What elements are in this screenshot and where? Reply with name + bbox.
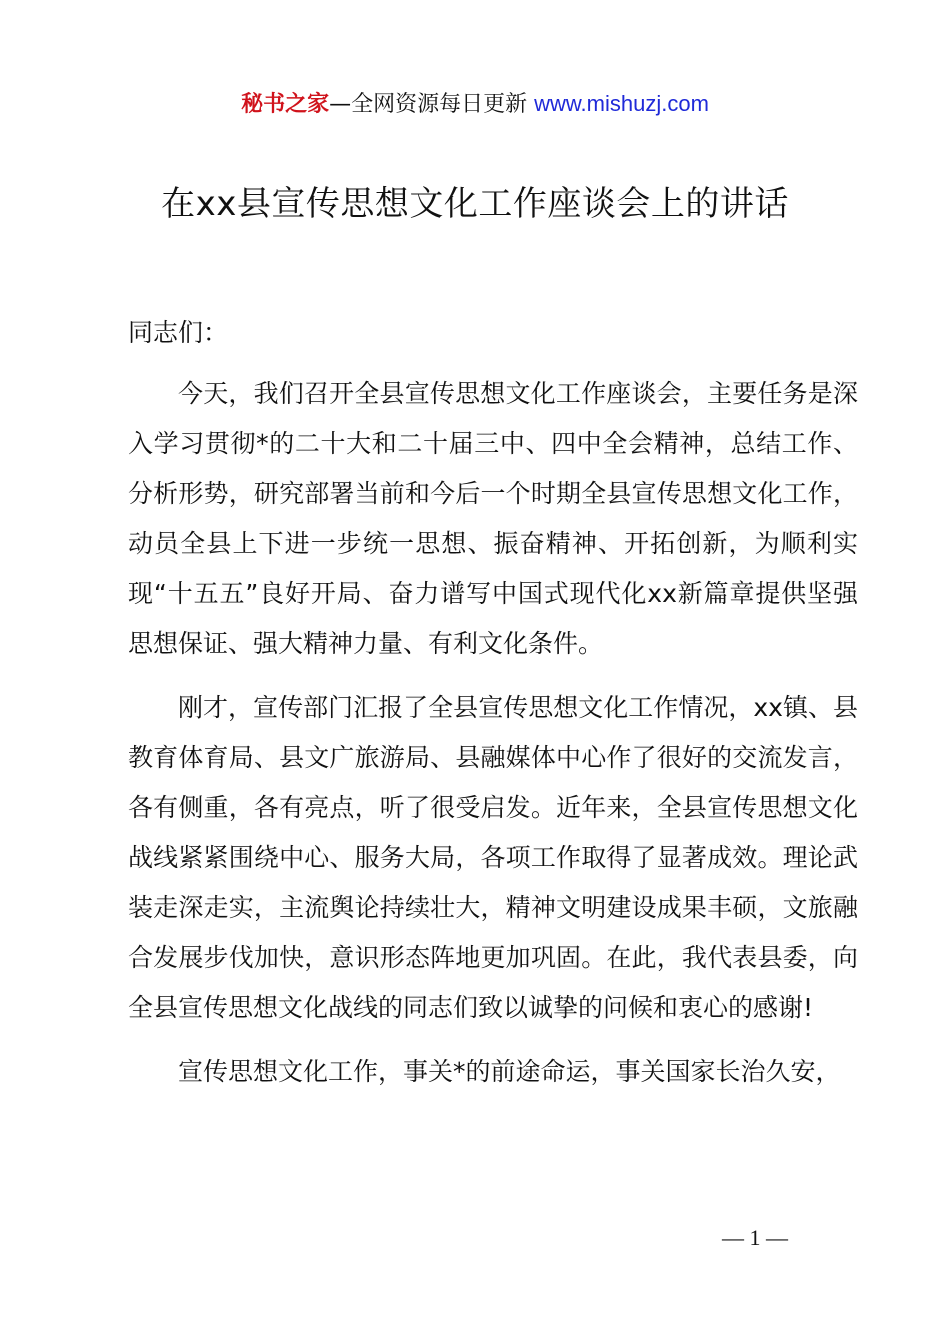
paragraph-2: 刚才，宣传部门汇报了全县宣传思想文化工作情况，xx镇、县教育体育局、县文广旅游局、县融媒体中心作了很好的交流发言，各有侧重，各有亮点，听了很受启发。近年来，全县宣传思想文化战线紧紧围绕中心、服务大局，各项工作取得了显著成效。理论武装走深走实，主流舆论持续壮大，精神文明建设成果丰硕，文旅融合发展步伐加快，意识形态阵地更加巩固。在此，我代表县委，向全县宣传思想文化战线的同志们致以诚挚的问候和衷心的感谢! bbox=[128, 693, 858, 1022]
document-title: 在xx县宣传思想文化工作座谈会上的讲话 bbox=[161, 184, 789, 224]
header-slogan: —全网资源每日更新 bbox=[329, 92, 528, 117]
site-url-link[interactable]: www.mishuzj.com bbox=[534, 91, 709, 116]
site-header bbox=[0, 88, 950, 121]
paragraph-3: 宣传思想文化工作，事关*的前途命运，事关国家长治久安， bbox=[178, 1057, 841, 1086]
salutation: 同志们： bbox=[128, 318, 229, 347]
brand-name: 秘书之家 bbox=[241, 92, 330, 117]
paragraph-1: 今天，我们召开全县宣传思想文化工作座谈会，主要任务是深入学习贯彻*的二十大和二十届三中、四中全会精神，总结工作、分析形势，研究部署当前和今后一个时期全县宣传思想文化工作，动员全县上下进一步统一思想、振奋精神、开拓创新，为顺利实现“十五五”良好开局、奋力谱写中国式现代化xx新篇章提供坚强思想保证、强大精神力量、有利文化条件。 bbox=[128, 379, 858, 658]
page-number: — 1 — bbox=[722, 1225, 788, 1250]
document-body bbox=[128, 308, 858, 1111]
